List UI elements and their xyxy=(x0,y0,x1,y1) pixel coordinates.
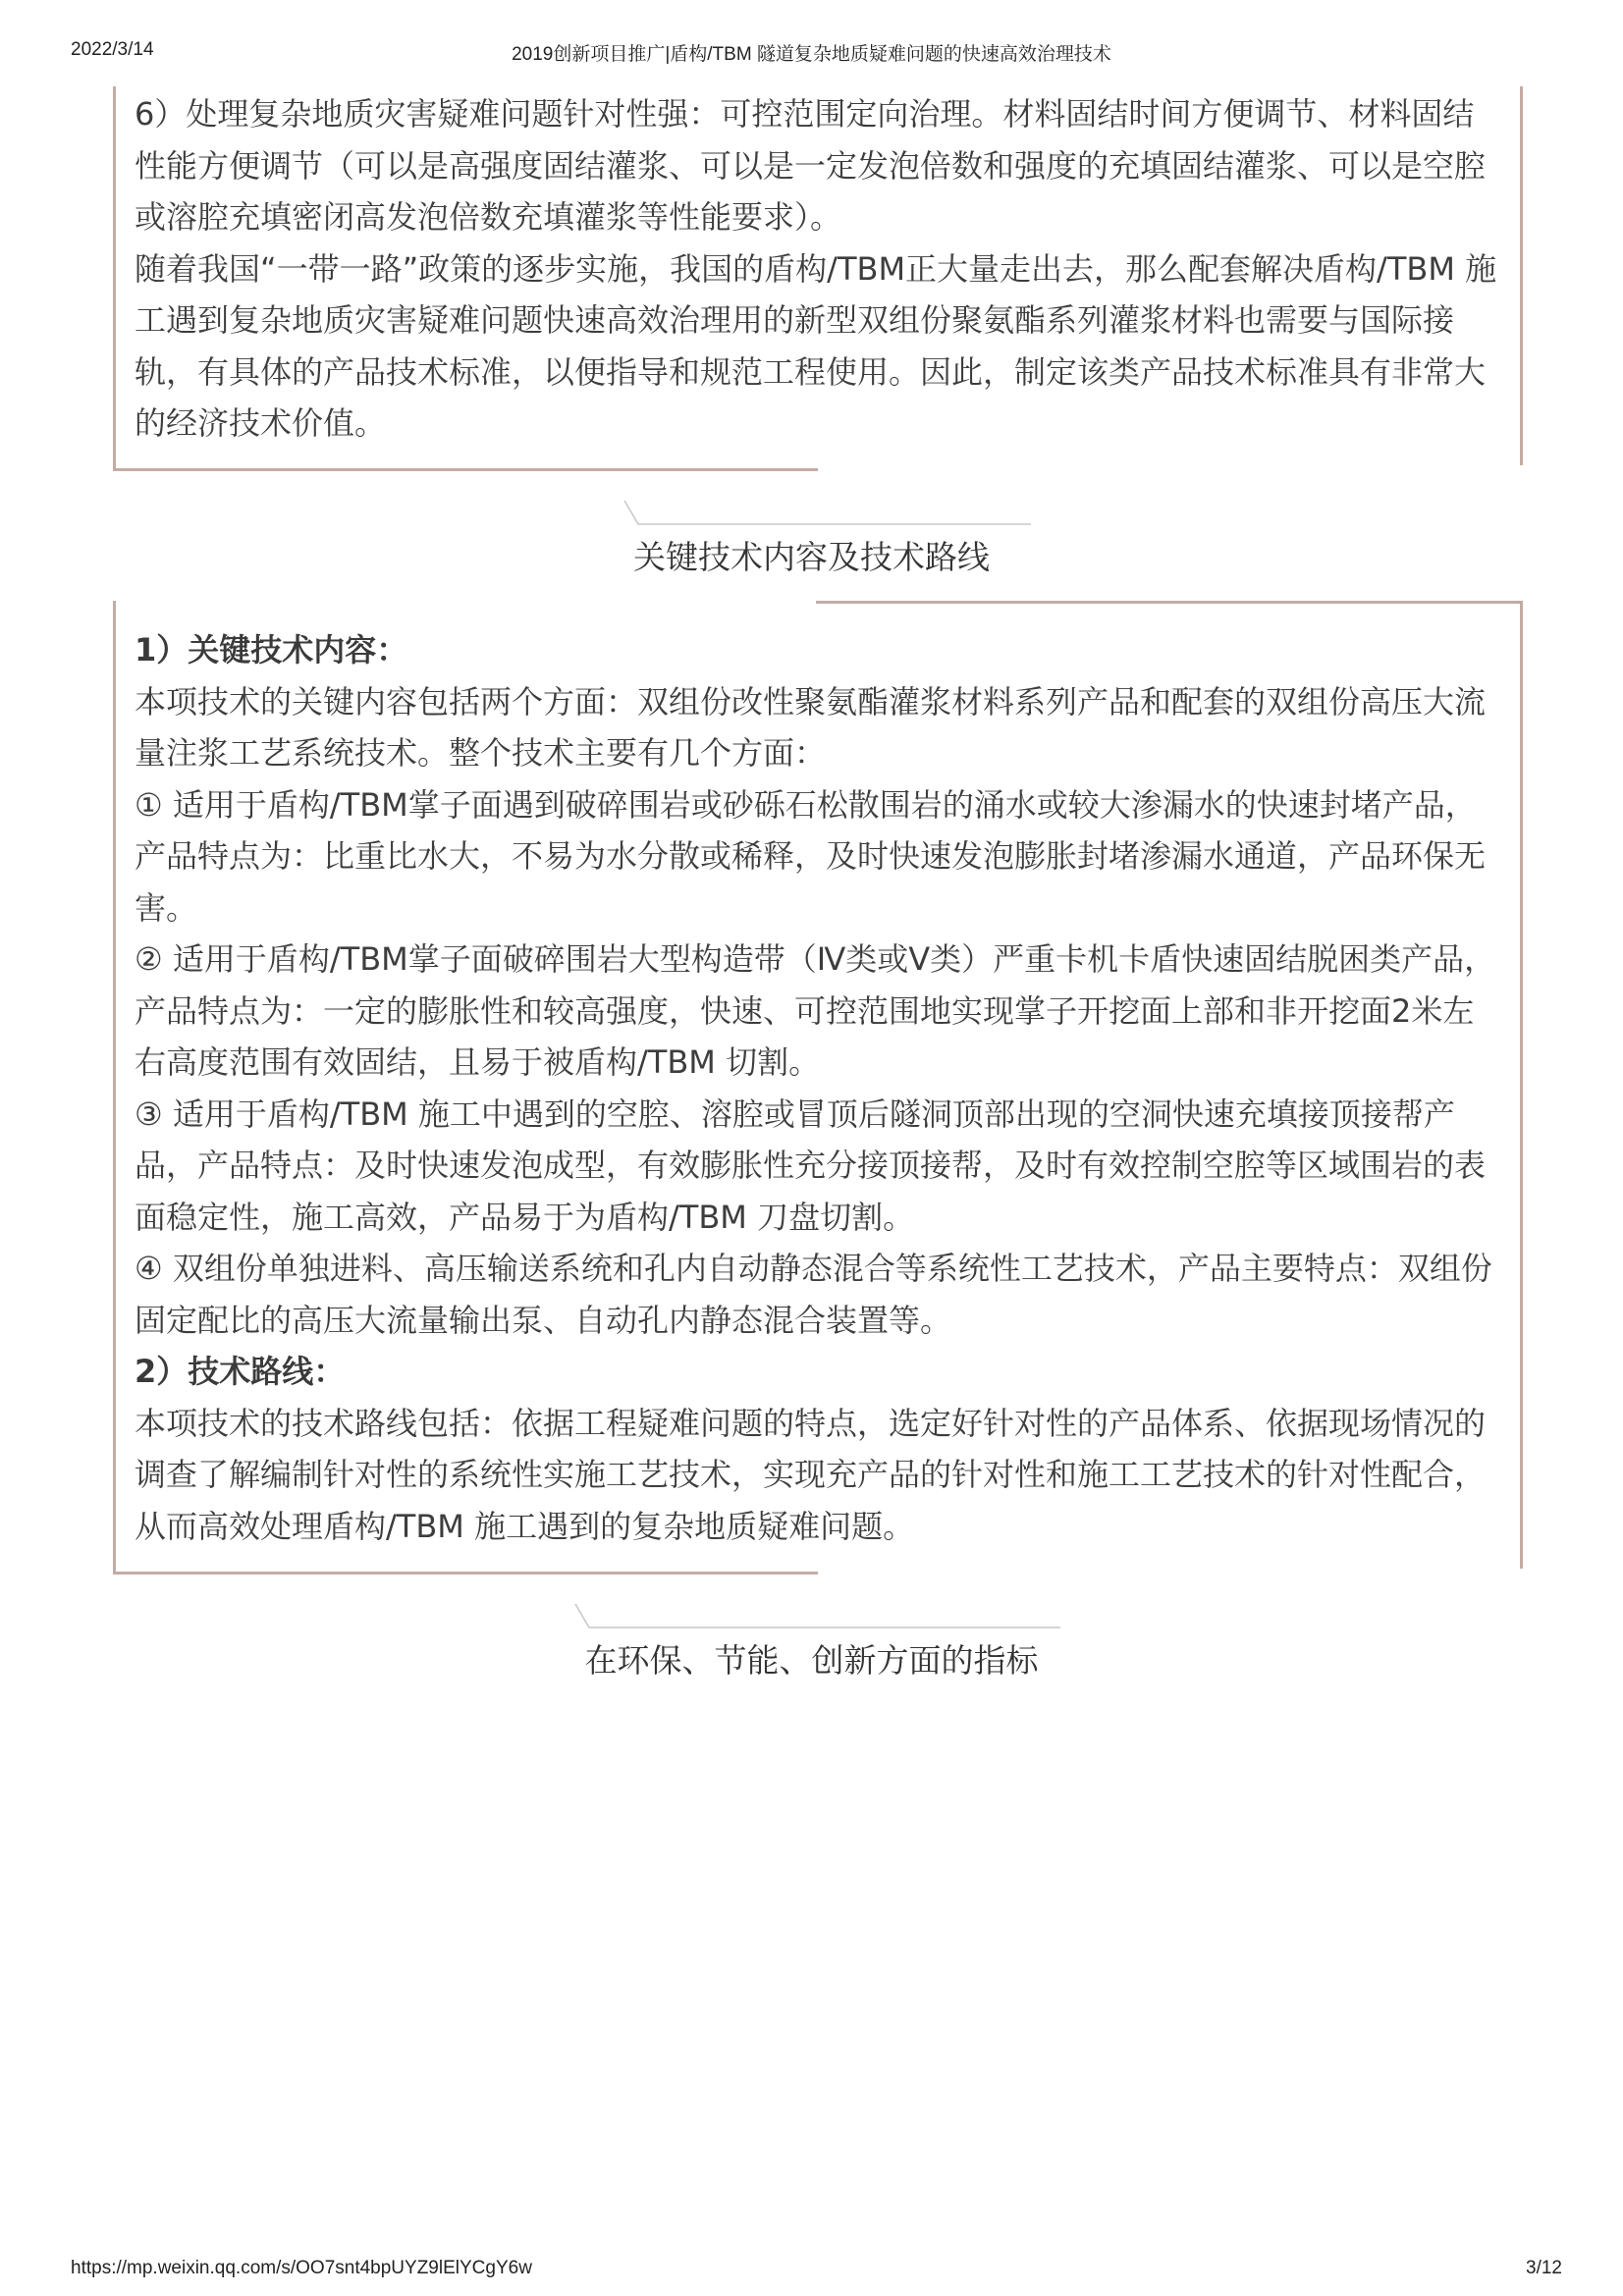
document-title: 2019创新项目推广|盾构/TBM 隧道复杂地质疑难问题的快速高效治理技术 xyxy=(512,44,1111,65)
subheading-tech-route: 2）技术路线： xyxy=(135,1353,346,1390)
source-url: https://mp.weixin.qq.com/s/OO7snt4bpUYZ9lElYCgY6w xyxy=(71,2258,532,2278)
section-heading-environmental: 在环保、节能、创新方面的指标 xyxy=(584,1641,1039,1680)
heading-decoration-line xyxy=(609,499,1041,528)
section-heading-key-tech: 关键技术内容及技术路线 xyxy=(633,538,990,576)
print-date: 2022/3/14 xyxy=(71,39,154,60)
page-number: 3/12 xyxy=(1526,2258,1562,2278)
key-content-item-3: ③ 适用于盾构/TBM 施工中遇到的空腔、溶腔或冒顶后隧洞顶部出现的空洞快速充填接顶接帮产品，产品特点：及时快速发泡成型，有效膨胀性充分接顶接帮，及时有效控制空腔等区域围岩的表面稳定性，施工高效，产品易于为盾构/TBM 刀盘切割。 xyxy=(135,1095,1487,1236)
section1-paragraph-2: 随着我国“一带一路”政策的逐步实施，我国的盾构/TBM正大量走出去，那么配套解决盾构/TBM 施工遇到复杂地质灾害疑难问题快速高效治理用的新型双组份聚氨酯系列灌浆材料也需要与国际接轨，有具体的产品技术标准，以便指导和规范工程使用。因此，制定该类产品技术标准具有非常大的经济技术价值。 xyxy=(135,249,1497,442)
key-content-intro: 本项技术的关键内容包括两个方面：双组份改性聚氨酯灌浆材料系列产品和配套的双组份高压大流量注浆工艺系统技术。整个技术主要有几个方面： xyxy=(135,682,1487,772)
tech-route-text: 本项技术的技术路线包括：依据工程疑难问题的特点，选定好针对性的产品体系、依据现场情况的调查了解编制针对性的系统性实施工艺技术，实现充产品的针对性和施工工艺技术的针对性配合，从而高效处理盾构/TBM 施工遇到的复杂地质疑难问题。 xyxy=(135,1404,1487,1545)
key-content-item-1: ① 适用于盾构/TBM掌子面遇到破碎围岩或砂砾石松散围岩的涌水或较大渗漏水的快速封堵产品，产品特点为：比重比水大，不易为水分散或稀释，及时快速发泡膨胀封堵渗漏水通道，产品环保无害。 xyxy=(135,785,1487,927)
section2-content xyxy=(135,624,1502,1552)
heading-decoration-line xyxy=(560,1602,1070,1631)
key-content-item-2: ② 适用于盾构/TBM掌子面破碎围岩大型构造带（Ⅳ类或Ⅴ类）严重卡机卡盾快速固结脱困类产品，产品特点为：一定的膨胀性和较高强度，快速、可控范围地实现掌子开挖面上部和非开挖面2米左右高度范围有效固结，且易于被盾构/TBM 切割。 xyxy=(135,940,1496,1081)
section1-content xyxy=(135,88,1502,450)
subheading-key-content: 1）关键技术内容： xyxy=(135,631,408,668)
section1-paragraph-1: 6）处理复杂地质灾害疑难问题针对性强：可控范围定向治理。材料固结时间方便调节、材料固结性能方便调节（可以是高强度固结灌浆、可以是一定发泡倍数和强度的充填固结灌浆、可以是空腔或溶腔充填密闭高发泡倍数充填灌浆等性能要求）。 xyxy=(135,95,1487,236)
key-content-item-4: ④ 双组份单独进料、高压输送系统和孔内自动静态混合等系统性工艺技术，产品主要特点：双组份固定配比的高压大流量输出泵、自动孔内静态混合装置等。 xyxy=(135,1250,1492,1339)
